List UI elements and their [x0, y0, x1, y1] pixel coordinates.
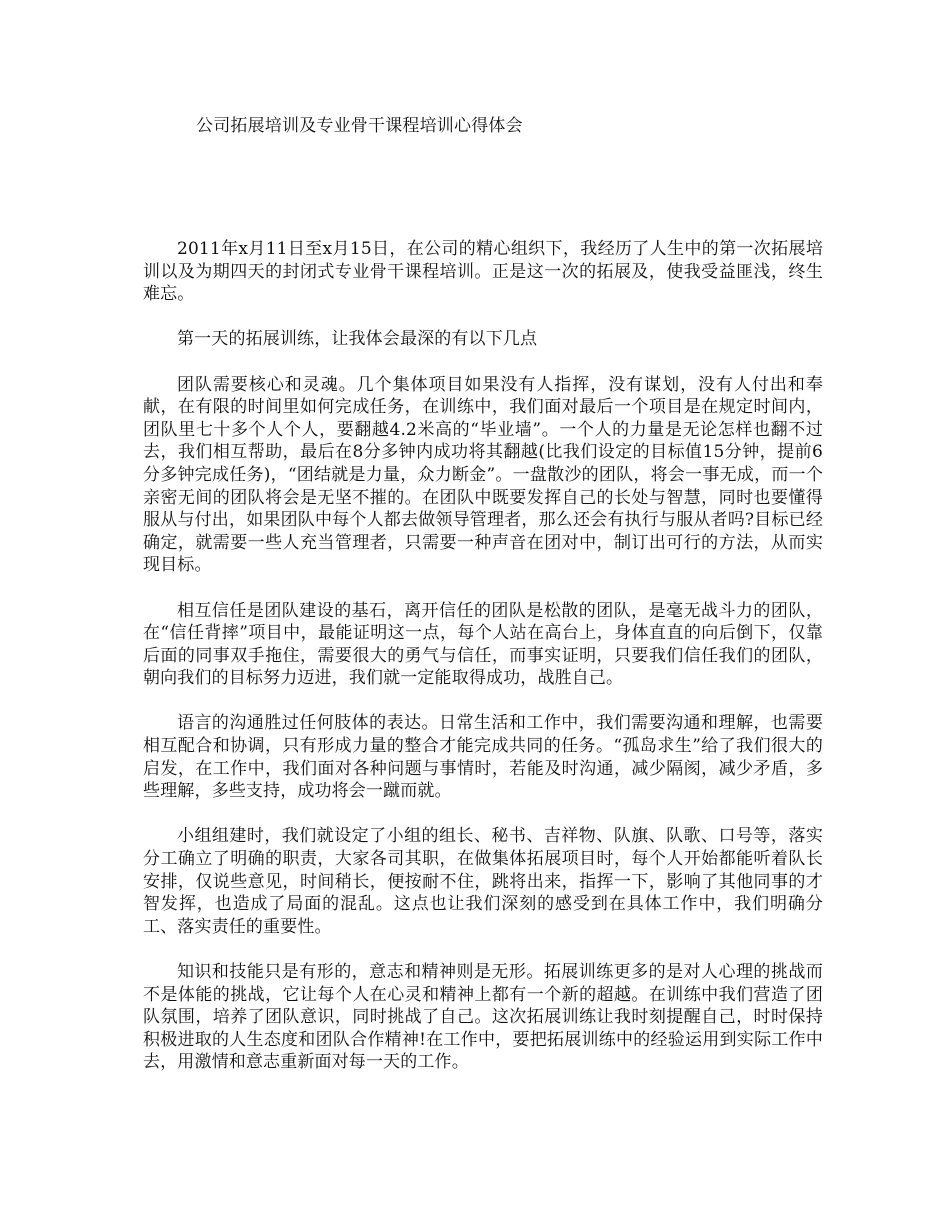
paragraph-group-roles: 小组组建时，我们就设定了小组的组长、秘书、吉祥物、队旗、队歌、口号等，落实分工确立了明确的职责，大家各司其职，在做集体拓展项目时，每个人开始都能听着队长安排，仅说些意见，时间稍长，便按耐不住，跳将出来，指挥一下，影响了其他同事的才智发挥，也造成了局面的混乱。这点也让我们深刻的感受到在具体工作中，我们明确分工、落实责任的重要性。	[143, 826, 823, 937]
paragraph-intro: 2011年x月11日至x月15日，在公司的精心组织下，我经历了人生中的第一次拓展培训以及为期四天的封闭式专业骨干课程培训。正是这一次的拓展及，使我受益匪浅，终生难忘。	[143, 239, 823, 305]
paragraph-mutual-trust: 相互信任是团队建设的基石，离开信任的团队是松散的团队，是毫无战斗力的团队，在“信任背摔”项目中，最能证明这一点，每个人站在高台上，身体直直的向后倒下，仅靠后面的同事双手拖住，需要很大的勇气与信任，而事实证明，只要我们信任我们的团队，朝向我们的目标努力迈进，我们就一定能取得成功，战胜自己。	[143, 600, 823, 689]
paragraph-communication: 语言的沟通胜过任何肢体的表达。日常生活和工作中，我们需要沟通和理解，也需要相互配合和协调，只有形成力量的整合才能完成共同的任务。“孤岛求生”给了我们很大的启发，在工作中，我们面对各种问题与事情时，若能及时沟通，减少隔阂，减少矛盾，多些理解，多些支持，成功将会一蹴而就。	[143, 713, 823, 802]
paragraph-knowledge-spirit: 知识和技能只是有形的，意志和精神则是无形。拓展训练更多的是对人心理的挑战而不是体能的挑战，它让每个人在心灵和精神上都有一个新的超越。在训练中我们营造了团队氛围，培养了团队意识，同时挑战了自己。这次拓展训练让我时刻提醒自己，时时保持积极进取的人生态度和团队合作精神!在工作中，要把拓展训练中的经验运用到实际工作中去，用激情和意志重新面对每一天的工作。	[143, 962, 823, 1073]
document-body	[143, 238, 823, 1074]
document-title: 公司拓展培训及专业骨干课程培训心得体会	[196, 116, 523, 136]
paragraph-team-core: 团队需要核心和灵魂。几个集体项目如果没有人指挥，没有谋划，没有人付出和奉献，在有限的时间里如何完成任务，在训练中，我们面对最后一个项目是在规定时间内，团队里七十多个人个人，要翻越4.2米高的“毕业墙”。一个人的力量是无论怎样也翻不过去，我们相互帮助，最后在8分多钟内成功将其翻越(比我们设定的目标值15分钟，提前6分多钟完成任务)，“团结就是力量，众力断金”。一盘散沙的团队，将会一事无成，而一个亲密无间的团队将会是无坚不摧的。在团队中既要发挥自己的长处与智慧，同时也要懂得服从与付出，如果团队中每个人都去做领导管理者，那么还会有执行与服从者吗?目标已经确定，就需要一些人充当管理者，只需要一种声音在团对中，制订出可行的方法，从而实现目标。	[143, 374, 823, 576]
paragraph-first-day-heading: 第一天的拓展训练，让我体会最深的有以下几点	[177, 329, 538, 350]
